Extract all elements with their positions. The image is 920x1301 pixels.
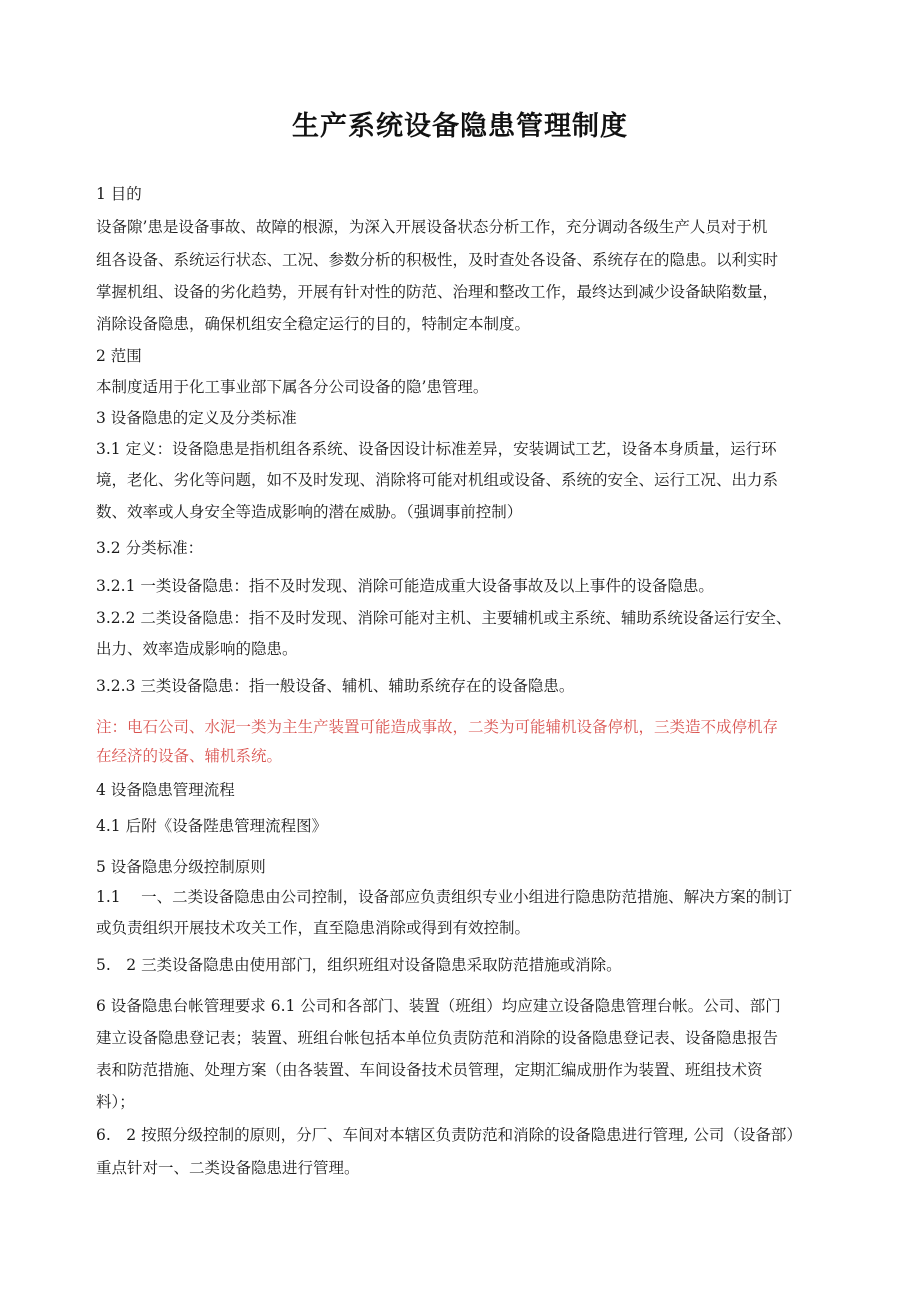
section-1-line: 掌握机组、设备的劣化趋势，开展有针对性的防范、治理和整改工作，最终达到减少设备缺陷数量， [96, 283, 779, 301]
section-3-1-line: 境，老化、劣化等问题，如不及时发现、消除将可能对机组或设备、系统的安全、运行工况、出力系 [96, 471, 779, 489]
section-5-1-line: 或负责组织开展技术攻关工作，直至隐患消除或得到有效控制。 [96, 919, 531, 937]
section-1-line: 消除设备隐患，确保机组安全稳定运行的目的，特制定本制度。 [96, 315, 531, 333]
section-1-heading: 1 目的 [96, 185, 142, 203]
section-1-line: 组各设备、系统运行状态、工况、参数分析的积极性，及时查处各设备、系统存在的隐患。以利实时 [96, 251, 779, 269]
section-3-2-2-line: 出力、效率造成影响的隐患。 [96, 640, 298, 658]
section-6-line: 6 设备隐患台帐管理要求 6.1 公司和各部门、装置（班组）均应建立设备隐患管理台帐。公司、部门 [96, 997, 781, 1015]
section-3-1-line: 数、效率或人身安全等造成影响的潜在威胁。（强调事前控制） [96, 503, 523, 521]
section-5-2: 5. 2 三类设备隐患由使用部门，组织班组对设备隐患采取防范措施或消除。 [96, 956, 622, 974]
document-title: 生产系统设备隐患管理制度 [292, 111, 628, 142]
section-6-2-line: 重点针对一、二类设备隐患进行管理。 [96, 1159, 360, 1177]
section-1-line: 设备隙’患是设备事故、故障的根源，为深入开展设备状态分析工作，充分调动各级生产人员对于机 [96, 218, 768, 236]
section-3-2-1: 3.2.1 一类设备隐患：指不及时发现、消除可能造成重大设备事故及以上事件的设备隐患。 [96, 577, 714, 595]
note-line: 注：电石公司、水泥一类为主生产装置可能造成事故，二类为可能辅机设备停机，三类造不成停机存 [96, 718, 779, 736]
section-3-2-heading: 3.2 分类标准： [96, 539, 204, 557]
section-5-heading: 5 设备隐患分级控制原则 [96, 858, 266, 876]
section-6-2-line: 6. 2 按照分级控制的原则，分厂、车间对本辖区负责防范和消除的设备隐患进行管理, 公司（设备部） [96, 1126, 802, 1144]
section-2-heading: 2 范围 [96, 347, 142, 365]
section-5-1-line: 1.1 一、二类设备隐患由公司控制，设备部应负责组织专业小组进行隐患防范措施、解决方案的制订 [96, 888, 793, 906]
section-3-2-2-line: 3.2.2 二类设备隐患：指不及时发现、消除可能对主机、主要辅机或主系统、辅助系统设备运行安全、 [96, 609, 792, 627]
section-3-2-3: 3.2.3 三类设备隐患：指一般设备、辅机、辅助系统存在的设备隐患。 [96, 677, 575, 695]
section-6-line: 表和防范措施、处理方案（由各装置、车间设备技术员管理，定期汇编成册作为装置、班组技术资 [96, 1061, 763, 1079]
section-4-heading: 4 设备隐患管理流程 [96, 781, 235, 799]
section-4-1: 4.1 后附《设备陛患管理流程图》 [96, 817, 328, 835]
section-2-text: 本制度适用于化工事业部下属各分公司设备的隐’患管理。 [96, 378, 489, 396]
section-6-line: 料）； [96, 1093, 135, 1111]
section-3-1-line: 3.1 定义：设备隐患是指机组各系统、设备因设计标准差异，安装调试工艺，设备本身质量，运行环 [96, 440, 777, 458]
note-line: 在经济的设备、辅机系统。 [96, 747, 283, 765]
section-3-heading: 3 设备隐患的定义及分类标准 [96, 409, 297, 427]
section-6-line: 建立设备隐患登记表；装置、班组台帐包括本单位负责防范和消除的设备隐患登记表、设备隐患报告 [96, 1029, 779, 1047]
